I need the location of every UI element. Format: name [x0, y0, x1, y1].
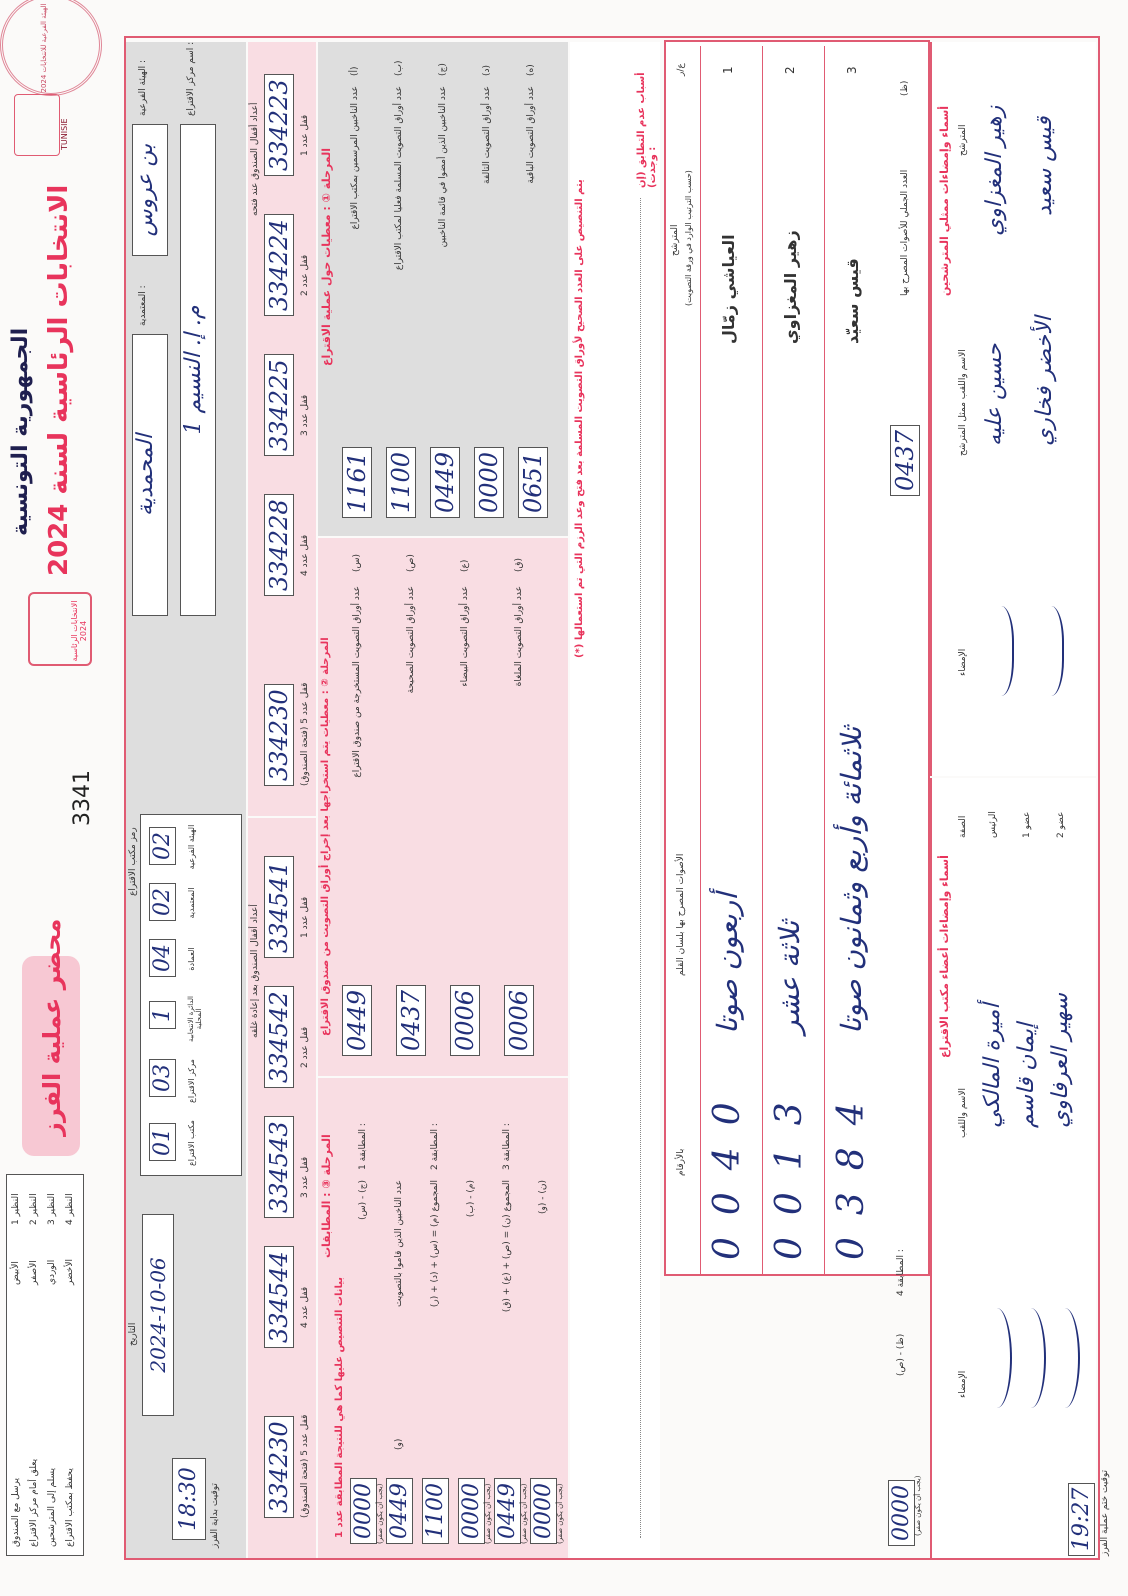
code-value-imada: 04 — [149, 939, 176, 977]
stage2-row-value: 0006 — [450, 985, 480, 1056]
end-time-value: 19:27 — [1068, 1483, 1095, 1556]
result-row — [700, 46, 761, 1274]
stage3-row-value: 0000 — [530, 1478, 557, 1544]
code-value-sub: 02 — [149, 827, 176, 865]
check4-value: 0000 — [888, 1480, 915, 1546]
date-value: 2024-10-06 — [142, 1214, 174, 1416]
rep-name-2: الأخضر فخاري — [1032, 316, 1057, 446]
rep-name-1: حسين عليه — [982, 343, 1007, 446]
code-value-center: 03 — [149, 1059, 176, 1097]
legend-dest-2: يعلق أمام مركز الاقتراع — [29, 1458, 39, 1547]
stage1-row-code: (أ) — [350, 66, 360, 76]
code-label-center: مركز الاقتراع — [187, 1059, 196, 1103]
rep-signature-2 — [1032, 606, 1064, 696]
lock-close-1: 334541 — [264, 856, 294, 958]
legend-dest-4: يحفظ بمكتب الاقتراع — [65, 1468, 75, 1547]
check4-label: المطابقة 4 : — [896, 1249, 906, 1296]
lock-open-1-label: قفل عدد 1 — [300, 114, 310, 156]
stage2-row-code: (ص) — [406, 554, 416, 572]
discrepancy-label: أسباب عدم التطابق (إن وجدت) : — [636, 72, 658, 188]
result-row-words: ثلاثمائة وأربع وثمانون صوتا — [835, 726, 868, 1034]
rep-signature-1 — [982, 606, 1014, 696]
code-label-sub: الهيئة الفرعية — [187, 824, 196, 870]
legend-dest-1: يرسل مع الصندوق — [11, 1478, 21, 1547]
locks-open-row — [248, 42, 316, 816]
member-role-2: عضو 1 — [1022, 811, 1032, 838]
stage2-row-label: عدد أوراق التصويت المستخرجة من صندوق الاقتراع — [352, 586, 362, 778]
center-label: اسم مركز الاقتراع : — [186, 41, 196, 116]
stage2-row-code: (س) — [352, 553, 362, 572]
official-stamp-icon — [0, 0, 102, 96]
results-header-words: الأصوات المصرح بها بلسان القلم — [676, 853, 686, 976]
lock-close-4: 334544 — [264, 1246, 294, 1348]
stage2-row-value: 0437 — [396, 985, 426, 1056]
isie-logo-icon — [14, 94, 60, 156]
lock-close-2-label: قفل عدد 2 — [300, 1026, 310, 1068]
reps-col-sign: الإمضاء — [958, 648, 968, 676]
sub-authority-label: الهيئة الفرعية : — [138, 59, 148, 116]
stage3-row-formula: (س) - (ج) — [358, 1180, 368, 1220]
lock-open-3-label: قفل عدد 3 — [300, 394, 310, 436]
result-row-candidate: قيس سعيّد — [843, 258, 862, 344]
stage1-row — [472, 52, 510, 526]
stage3-row-formula: (و) - (ن) — [538, 1180, 548, 1214]
stage3-title: المرحلة ③ : المطابقات — [320, 1134, 333, 1258]
stage1-row — [516, 52, 554, 526]
lock-close-3-label: قفل عدد 3 — [300, 1156, 310, 1198]
stage3-row — [494, 1086, 528, 1550]
stage3-row-name: المطابقة 3 : — [502, 1123, 512, 1170]
stage3-row-formula: المجموع (م) = (س) + (د) + (ر) — [430, 1180, 440, 1308]
stage1-row-value: 0449 — [430, 447, 460, 518]
stage3-row — [386, 1086, 420, 1550]
delegation-value: المحمدية — [132, 334, 168, 616]
member-signature-3 — [1050, 1308, 1080, 1408]
lock-close-5: 334230 — [264, 1416, 294, 1518]
center-value: م. إ. النسيم 1 — [180, 124, 216, 616]
check4-note: (يجب أن يكون صفر) — [914, 1475, 922, 1536]
stage3-row-value: 0449 — [494, 1478, 521, 1544]
stage1-row-code: (د) — [482, 64, 492, 76]
elections-title: الانتخابات الرئاسية لسنة 2024 — [44, 184, 74, 576]
stage1-row-label: عدد أوراق التصويت الباقية — [526, 86, 536, 184]
results-header-candidate-sub: (حسب الترتيب الوارد في ورقة التصويت) — [684, 170, 693, 306]
stage3-row-code: (و) — [394, 1438, 404, 1450]
code-label-circ: الدائرة الانتخابية المحلية — [187, 996, 203, 1042]
stage3-row — [422, 1086, 456, 1550]
elections-logo-text: الانتخابات الرئاسية 2024 — [70, 600, 88, 662]
lock-close-2: 334542 — [264, 986, 294, 1088]
end-time-label: توقيت ختم عملية الفرز — [1100, 1469, 1110, 1556]
reps-section — [930, 42, 1096, 776]
members-section — [930, 778, 1096, 1558]
member-name-2: إيمان قاسم — [1014, 1022, 1039, 1128]
discrepancy-section — [570, 42, 660, 1558]
results-header-num: ع/ر — [676, 63, 686, 76]
stage2-row — [394, 548, 434, 1066]
reps-col-candidate: المترشح — [958, 124, 968, 156]
stage2-row-value: 0006 — [504, 985, 534, 1056]
stage3-row — [350, 1086, 384, 1550]
result-row — [762, 46, 823, 1274]
member-signature-2 — [1016, 1308, 1046, 1408]
stage3-row — [458, 1086, 492, 1550]
stage3-row-formula: المجموع (ن) = (ص) + (ع) + (ق) — [502, 1180, 512, 1313]
stage1-row-label: عدد الناخبين المرسمين بمكتب الاقتراع — [350, 86, 360, 230]
stage3-row-formula: (ب) - (م) — [466, 1180, 476, 1218]
locks-close-label: أعداد أقفال الصندوق بعد إعادة غلقه — [250, 904, 260, 1038]
code-label-del: المعتمدية — [187, 887, 196, 919]
result-row-digits: 0384 — [831, 1080, 872, 1260]
stage3-row-value: 1100 — [422, 1478, 449, 1544]
reps-col-name: الاسم واللقب ممثل المترشح — [958, 349, 968, 456]
locks-open-label: أعداد أقفال الصندوق عند فتحه — [250, 102, 260, 216]
stage3-row-name: المطابقة 2 : — [430, 1123, 440, 1170]
total-value: 0437 — [890, 425, 920, 496]
result-row-candidate: زهير المغزاوي — [781, 230, 800, 344]
stage3-row-note: (يجب أن يكون صفر) — [520, 1483, 528, 1544]
stage1-row-code: (ج) — [438, 63, 448, 76]
result-row-num: 2 — [783, 66, 797, 74]
stamp-text: الهيئة الفرعية للانتخابات 2024 — [40, 3, 48, 93]
isie-text: TUNISIE — [60, 118, 69, 150]
date-label: التاريخ — [128, 1322, 138, 1346]
code-value-del: 02 — [149, 883, 176, 921]
stage1-row-value: 1100 — [386, 447, 416, 518]
stage1-row-value: 1161 — [342, 447, 372, 518]
time-start-label: توقيت بداية الفرز — [210, 1483, 220, 1548]
stage1-title: المرحلة ① : معطيات حول عملية الاقتراع — [320, 148, 333, 366]
members-title: أسماء وإمضاءات أعضاء مكتب الاقتراع — [938, 855, 951, 1058]
republic-title: الجمهورية التونسية — [8, 327, 33, 536]
discrepancy-note: (*) يتم التنصيص على العدد الصحيح لأوراق التصويت المسلمة بعد فتح وعد الرزم التي تم استعمالها — [574, 179, 585, 658]
rep-candidate-2: قيس سعيد — [1032, 116, 1057, 216]
members-col-sign: الإمضاء — [958, 1370, 968, 1398]
sub-authority-value: بن عروس — [132, 124, 168, 256]
stage2-row-label: عدد أوراق التصويت البيضاء — [460, 586, 470, 687]
stage1-row-value: 0000 — [474, 447, 504, 518]
legend-color-2: الأصفر — [29, 1260, 39, 1285]
stage2-row-label: عدد أوراق التصويت الملغاة — [514, 586, 524, 687]
lock-open-4-label: قفل عدد 4 — [300, 534, 310, 576]
code-label-imada: العمادة — [187, 947, 196, 971]
results-header-digits: بالأرقام — [676, 1148, 686, 1176]
lock-open-3: 334225 — [264, 354, 294, 456]
discrepancy-line — [640, 198, 642, 1538]
stage3-subtitle: بيانات التنصيص عليها كما هي للنتيجة المطابقة عدد 1 — [334, 1276, 345, 1538]
lock-close-3: 334543 — [264, 1116, 294, 1218]
legend-item-3: النظير 3 — [47, 1193, 57, 1225]
legend-color-4: الأخضر — [65, 1259, 75, 1285]
legend-dest-3: يسلم إلى المترشحين — [47, 1467, 57, 1547]
form-code: 3341 — [70, 770, 95, 826]
member-signature-1 — [982, 1308, 1012, 1408]
time-start-value: 18:30 — [172, 1458, 206, 1540]
stage1-row-code: (ب) — [394, 60, 404, 76]
code-value-office: 01 — [149, 1123, 176, 1161]
code-label: رمز مكتب الاقتراع — [128, 827, 138, 896]
stage3-row-value: 0000 — [350, 1478, 377, 1544]
result-row-words: أربعون صوتا — [711, 892, 744, 1034]
stage1-row-label: عدد أوراق التصويت التالفة — [482, 86, 492, 184]
check4-formula: (ص) - (ظ) — [896, 1333, 906, 1376]
code-fields — [140, 814, 242, 1176]
legend-item-1: النظير 1 — [11, 1193, 21, 1225]
lock-close-1-label: قفل عدد 1 — [300, 896, 310, 938]
legend-item-2: النظير 2 — [29, 1193, 39, 1225]
stage1-row-code: (ه) — [526, 64, 536, 76]
member-name-1: أميرة المالكي — [980, 1003, 1005, 1128]
result-row-num: 1 — [721, 66, 735, 74]
total-label: العدد الجملي للأصوات المصرح بها — [900, 169, 910, 296]
stage2-title: المرحلة ② : معطيات يتم استخراجها بعد إخراج أوراق التصويت من صندوق الاقتراع — [320, 637, 331, 1036]
lock-open-5: 334230 — [264, 684, 294, 786]
lock-open-2-label: قفل عدد 2 — [300, 254, 310, 296]
stage3-row-note: (يجب أن يكون صفر) — [484, 1483, 492, 1544]
stage3-row-value: 0000 — [458, 1478, 485, 1544]
lock-close-4-label: قفل عدد 4 — [300, 1286, 310, 1328]
result-row-num: 3 — [845, 66, 859, 74]
stage1-row-label: عدد أوراق التصويت المسلمة فعليا لمكتب الاقتراع — [394, 86, 404, 271]
locks-close-row — [248, 818, 316, 1558]
stage1-row-value: 0651 — [518, 447, 548, 518]
result-row — [824, 46, 885, 1274]
legend-color-3: الوردي — [47, 1259, 57, 1285]
stage2-row — [340, 548, 380, 1066]
lock-open-5-label: قفل عدد 5 (فتحة الصندوق) — [300, 682, 310, 786]
result-row-digits: 0013 — [769, 1080, 810, 1260]
member-role-3: عضو 2 — [1056, 811, 1066, 838]
lock-open-4: 334228 — [264, 494, 294, 596]
stage1-row — [384, 52, 422, 526]
stage2-row — [502, 548, 542, 1066]
stage3-row-name: المطابقة 1 : — [358, 1123, 368, 1170]
lock-close-5-label: قفل عدد 5 (فتحة الصندوق) — [300, 1414, 310, 1518]
stage2-row — [448, 548, 488, 1066]
legend-item-4: النظير 4 — [65, 1193, 75, 1225]
stage1-row — [340, 52, 378, 526]
code-value-circ: 1 — [149, 1001, 176, 1029]
lock-open-2: 334224 — [264, 214, 294, 316]
stage2-row-code: (ع) — [460, 559, 470, 572]
legend-color-1: الأبيض — [11, 1261, 21, 1285]
stage3-row-note: (يجب أن يكون صفر) — [556, 1483, 564, 1544]
stage3-row-value: 0449 — [386, 1478, 413, 1544]
lock-open-1: 334223 — [264, 74, 294, 176]
results-header-candidate: المترشح — [670, 224, 680, 256]
stage3-row-note: (يجب أن يكون صفر) — [376, 1483, 384, 1544]
stage2-row-value: 0449 — [342, 985, 372, 1056]
stage3-row — [530, 1086, 564, 1550]
member-name-3: سهير العرفاوي — [1048, 993, 1073, 1128]
members-col-name: الاسم واللقب — [958, 1088, 968, 1138]
copies-legend — [6, 1174, 84, 1556]
reps-title: أسماء وإمضاءات ممثلي المترشحين — [938, 105, 951, 296]
result-row-words: ثلاثة عشر — [773, 920, 806, 1034]
stage2-row-label: عدد أوراق التصويت الصحيحة — [406, 586, 416, 694]
result-row-candidate: العياشي زمّال — [719, 234, 738, 344]
report-title: محضر عملية الفرز — [38, 918, 66, 1136]
stage1-row — [428, 52, 466, 526]
stage2-row-code: (ق) — [514, 557, 524, 572]
stage1-row-label: عدد الناخبين الذين أمضوا في قائمة الناخبين — [438, 86, 448, 248]
result-row-digits: 0040 — [707, 1080, 748, 1260]
members-col-role: الصفة — [958, 815, 968, 838]
rep-candidate-1: زهير المغزاوي — [982, 105, 1007, 236]
delegation-label: المعتمدية : — [138, 285, 148, 326]
stage3-row-formula: عدد الناخبين الذين قاموا بالتصويت — [394, 1180, 404, 1307]
total-code: (ظ) — [900, 80, 910, 96]
member-role-1: الرئيس — [988, 811, 998, 838]
header-band — [0, 0, 120, 1596]
code-label-office: مكتب الاقتراع — [187, 1120, 196, 1166]
